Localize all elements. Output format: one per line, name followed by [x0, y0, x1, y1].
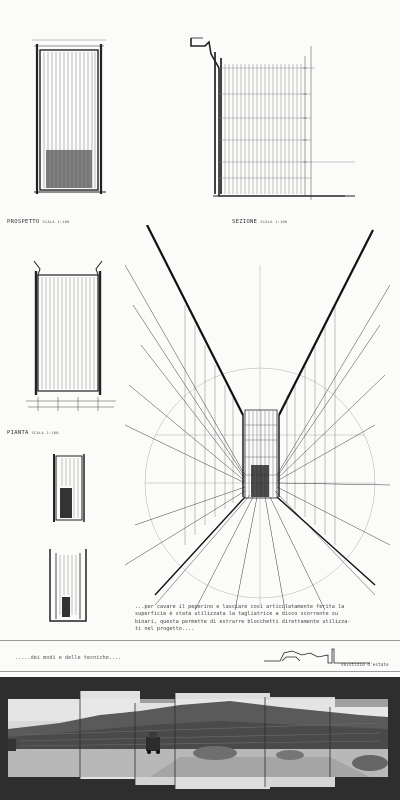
caption-line-4: ti nel progetto.... — [135, 626, 195, 633]
project-caption — [135, 604, 390, 634]
pianta-scale: SCALA 1:100 — [31, 431, 59, 435]
sezione-drawing — [185, 28, 360, 206]
detail-sketch-upper — [50, 450, 90, 525]
prospetto-drawing — [24, 30, 114, 200]
footer-rule-bottom — [0, 671, 400, 672]
prospetto-label — [7, 219, 70, 225]
quarry-photo-collage — [0, 677, 400, 800]
sezione-scale: SCALA 1:100 — [260, 220, 288, 224]
signature-label: solstizio d'estate — [341, 663, 389, 668]
pianta-label — [7, 430, 59, 436]
caption-line-3: binari, questa permette di estrarre blocchetti direttamente utilizza- — [135, 618, 351, 625]
perspective-sketch — [125, 225, 390, 610]
pianta-title: PIANTA — [7, 430, 29, 436]
prospetto-title: PROSPETTO — [7, 219, 40, 225]
sezione-title: SEZIONE — [232, 219, 258, 225]
caption-line-1: ...per cavare il peperino e lasciare così articolatamente ferita la — [135, 604, 345, 610]
caption-line-2: superficie è stata utilizzata la tagliatrice a disco scorrente su — [135, 611, 339, 618]
pianta-drawing — [24, 255, 119, 420]
detail-sketch-lower — [46, 545, 90, 625]
footer-rule-top — [0, 640, 400, 641]
prospetto-scale: SCALA 1:100 — [42, 220, 70, 224]
footer-motto: .....dei modi e delle tecniche.... — [15, 655, 122, 661]
